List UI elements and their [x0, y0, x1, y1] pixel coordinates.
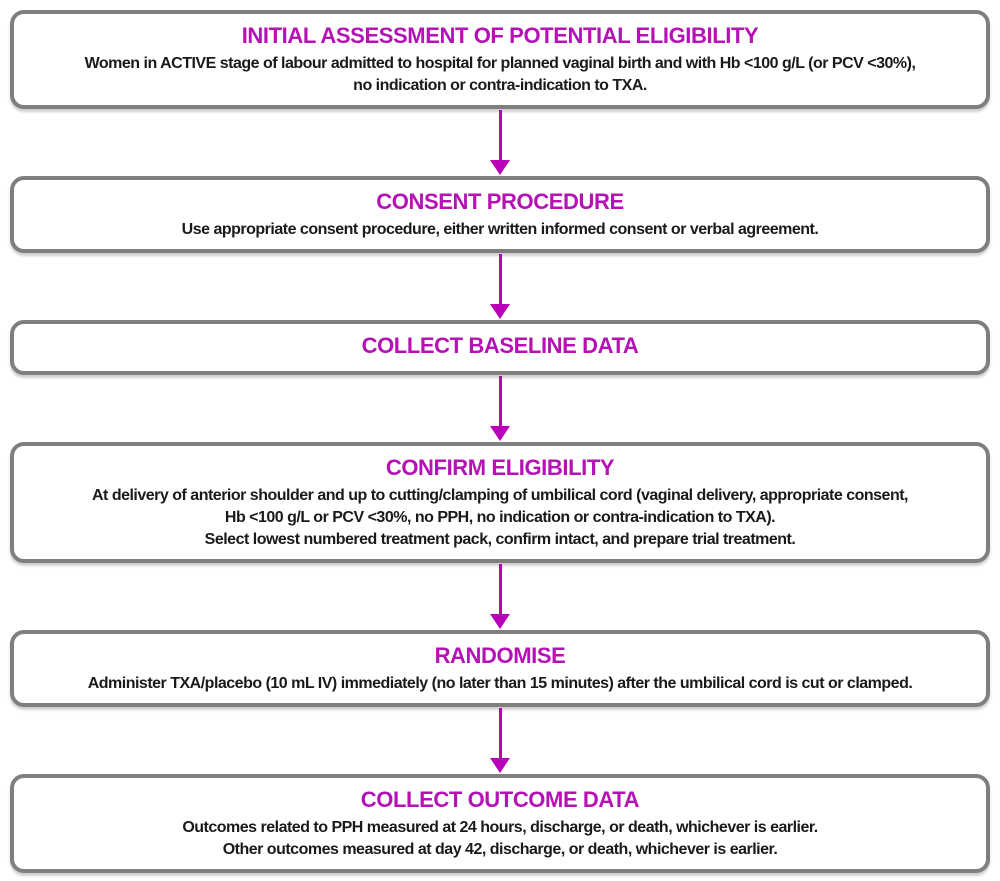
- step-body: [36, 817, 964, 861]
- down-arrow: [10, 253, 990, 320]
- step-body-line: Hb <100 g/L or PCV <30%, no PPH, no indication or contra-indication to TXA).: [224, 509, 776, 526]
- step-title: CONFIRM ELIGIBILITY: [385, 455, 615, 480]
- step-body-line: At delivery of anterior shoulder and up to cutting/clamping of umbilical cord (vaginal delivery, appropriate consent,: [91, 487, 908, 504]
- flow-step-box-6: [10, 774, 990, 873]
- down-arrow-line: [499, 110, 502, 161]
- down-arrow: [10, 563, 990, 630]
- flow-step-box-5: [10, 630, 990, 707]
- step-title: INITIAL ASSESSMENT OF POTENTIAL ELIGIBILITY: [241, 23, 759, 48]
- step-body-line: Outcomes related to PPH measured at 24 hours, discharge, or death, whichever is earlier.: [182, 819, 818, 836]
- step-body: [36, 485, 964, 551]
- down-arrow-head-icon: [490, 758, 510, 773]
- flow-step-box-4: [10, 442, 990, 563]
- flow-step-box-1: [10, 10, 990, 109]
- step-body-line: Select lowest numbered treatment pack, confirm intact, and prepare trial treatment.: [204, 531, 796, 548]
- down-arrow-head-icon: [490, 426, 510, 441]
- down-arrow-line: [499, 708, 502, 759]
- down-arrow-line: [499, 376, 502, 427]
- down-arrow-line: [499, 564, 502, 615]
- step-body-line: Women in ACTIVE stage of labour admitted to hospital for planned vaginal birth and with Hb <100 g/L (or PCV <30%),: [84, 55, 916, 72]
- down-arrow-head-icon: [490, 614, 510, 629]
- down-arrow: [10, 707, 990, 774]
- flow-step-box-3: [10, 320, 990, 375]
- step-body-line: Administer TXA/placebo (10 mL IV) immediately (no later than 15 minutes) after the umbilical cord is cut or clamped.: [87, 675, 913, 692]
- down-arrow-line: [499, 254, 502, 305]
- step-title: RANDOMISE: [434, 643, 566, 668]
- down-arrow: [10, 109, 990, 176]
- step-body-line: Other outcomes measured at day 42, discharge, or death, whichever is earlier.: [222, 841, 778, 858]
- step-body-line: Use appropriate consent procedure, either written informed consent or verbal agreement.: [181, 221, 819, 238]
- down-arrow-head-icon: [490, 304, 510, 319]
- down-arrow-head-icon: [490, 160, 510, 175]
- step-body: [36, 53, 964, 97]
- step-body: [36, 673, 964, 695]
- step-title: COLLECT OUTCOME DATA: [360, 787, 640, 812]
- step-title: CONSENT PROCEDURE: [376, 189, 624, 214]
- down-arrow: [10, 375, 990, 442]
- step-title: COLLECT BASELINE DATA: [361, 333, 639, 358]
- flow-step-box-2: [10, 176, 990, 253]
- step-body-line: no indication or contra-indication to TXA.: [353, 77, 647, 94]
- step-body: [36, 219, 964, 241]
